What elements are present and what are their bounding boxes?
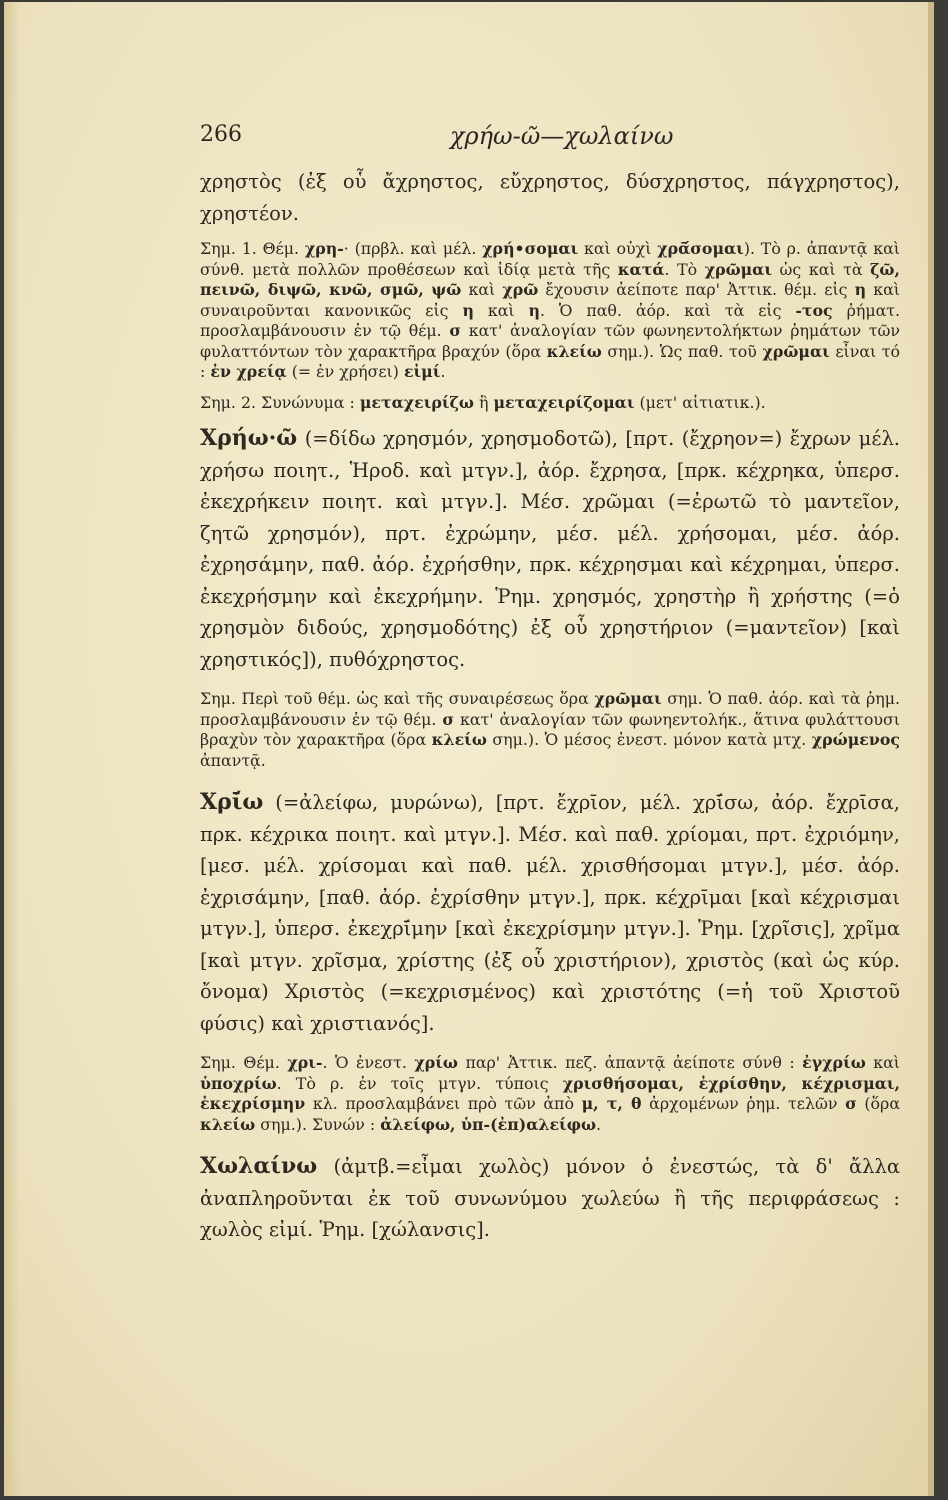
entry-chrio: Χρῑ́ω (=ἀλείφω, μυρώνω), [πρτ. ἔχρῑον, μέλ. χρῑ́σω, ἀόρ. ἔχρῑσα, πρκ. κέχρικα ποιητ. καὶ μτγν.]. Μέσ. καὶ παθ. χρίομαι, πρτ. ἐχριόμην, [μεσ. μέλ. χρίσομαι καὶ παθ. μέλ. χρισθήσομαι μτγν.], μέσ. ἀόρ. ἐχρισάμην, [παθ. ἀόρ. ἐχρίσθην μτγν.], πρκ. κέχρῑμαι [καὶ κέχρισμαι μτγν.], ὑπερσ. ἐκεχρῑ́μην [καὶ ἐκεχρίσμην μτγν.]. Ῥημ. [χρῖσις], χρῖμα [καὶ μτγν. χρῖσμα, χρίστης (ἐξ οὗ χριστήριον), χριστὸς (καὶ ὡς κύρ. ὄνομα) Χριστὸς (=κεχρισμένος) καὶ χριστότης (=ἡ τοῦ Χριστοῦ φύσις) καὶ χριστιανός]. <box>200 789 900 1035</box>
note-1: Σημ. 1. Θέμ. χρη-· (πρβλ. καὶ μέλ. χρή•σομαι καὶ οὐχὶ χρᾱ́σομαι). Τὸ ρ. ἀπαντᾷ καὶ σύνθ. μετὰ πολλῶν προθέσεων καὶ ἰδίᾳ μετὰ τῆς κατά. Τὸ χρῶμαι ὡς καὶ τὰ ζῶ, πεινῶ, διψῶ, κνῶ, σμῶ, ψῶ καὶ χρῶ ἔχουσιν ἀείποτε παρ' Ἀττικ. θέμ. εἰς η καὶ συναιροῦνται κανονικῶς εἰς η καὶ η. Ὁ παθ. ἀόρ. καὶ τὰ εἰς -τος ῥήματ. προσλαμβάνουσιν ἐν τῷ θέμ. σ κατ' ἀναλογίαν τῶν φωνηεντολήκτων ῥημάτων τῶν φυλαττόντων τὸν χαρακτῆρα βραχύν (ὅρα κλείω σημ.). Ὡς παθ. τοῦ χρῶμαι εἶναι τό : ἐν χρείᾳ (= ἐν χρήσει) εἰμί. <box>200 239 901 381</box>
note-4: Σημ. Θέμ. χρι-. Ὁ ἐνεστ. χρίω παρ' Ἀττικ. πεζ. ἀπαντᾷ ἀείποτε σύνθ : ἐγχρίω καὶ ὑποχρίω. Τὸ ρ. ἐν τοῖς μτγν. τύποις χρισθήσομαι, ἐχρίσθην, κέχρισμαι, ἐκεχρίσμην κλ. προσλαμβάνει πρὸ τῶν ἀπὸ μ, τ, θ ἀρχομένων ῥημ. τελῶν σ (ὅρα κλείω σημ.). Συνών : ἀλείφω, ὑπ-(ἐπ)αλείφω. <box>200 1053 901 1134</box>
page-header <box>200 122 894 154</box>
headword: Χρῑ́ω <box>200 789 264 815</box>
headword: Χρήω·ῶ <box>200 425 298 451</box>
page-fold-shadow <box>4 2 20 1496</box>
running-title: χρήω-ῶ—χωλαίνω <box>450 122 674 150</box>
entry-cholaino: Χωλαίνω (ἀμτβ.=εἶμαι χωλὸς) μόνον ὁ ἐνεστώς, τὰ δ' ἄλλα ἀναπληροῦνται ἐκ τοῦ συνωνύμου χωλεύω ἢ τῆς περιφράσεως : χωλὸς εἰμί. Ῥημ. [χώλανσις]. <box>200 1153 900 1241</box>
paragraph-continuation: χρηστὸς (ἐξ οὗ ἄχρηστος, εὔχρηστος, δύσχρηστος, πάγχρηστος), χρηστέον. <box>200 170 900 225</box>
entry-chreo: Χρήω·ῶ (=δίδω χρησμόν, χρησμοδοτῶ), [πρτ. (ἔχρηον=) ἔχρων μέλ. χρήσω ποιητ., Ἡροδ. καὶ μτγν.], ἀόρ. ἔχρησα, [πρκ. κέχρηκα, ὑπερσ. ἐκεχρήκειν ποιητ. καὶ μτγν.]. Μέσ. χρῶμαι (=ἐρωτῶ τὸ μαντεῖον, ζητῶ χρησμόν), πρτ. ἐχρώμην, μέσ. μέλ. χρήσομαι, μέσ. ἀόρ. ἐχρησάμην, παθ. ἀόρ. ἐχρήσθην, πρκ. κέχρησμαι καὶ κέχρημαι, ὑπερσ. ἐκεχρήσμην καὶ ἐκεχρήμην. Ῥημ. χρησμός, χρηστὴρ ἢ χρήστης (=ὁ χρησμὸν διδούς, χρησμοδότης) ἐξ οὗ χρηστήριον (=μαντεῖον) [καὶ χρηστικός]), πυθόχρηστος. <box>200 425 900 671</box>
book-page <box>4 2 934 1496</box>
headword: Χωλαίνω <box>200 1153 318 1179</box>
note-3: Σημ. Περὶ τοῦ θέμ. ὡς καὶ τῆς συναιρέσεως ὅρα χρῶμαι σημ. Ὁ παθ. ἀόρ. καὶ τὰ ῥημ. προσλαμβάνουσιν ἐν τῷ θέμ. σ κατ' ἀναλογίαν τῶν φωνηεντολήκ., ἅτινα φυλάττουσι βραχὺν τὸν χαρακτῆρα (ὅρα κλείω σημ.). Ὁ μέσος ἐνεστ. μόνον κατὰ μτχ. χρώμενος ἀπαντᾷ. <box>200 689 900 770</box>
page-number: 266 <box>200 122 242 147</box>
page-body <box>200 166 900 1246</box>
note-2: Σημ. 2. Συνώνυμα : μεταχειρίζω ἢ μεταχειρίζομαι (μετ' αἰτιατικ.). <box>200 392 766 412</box>
